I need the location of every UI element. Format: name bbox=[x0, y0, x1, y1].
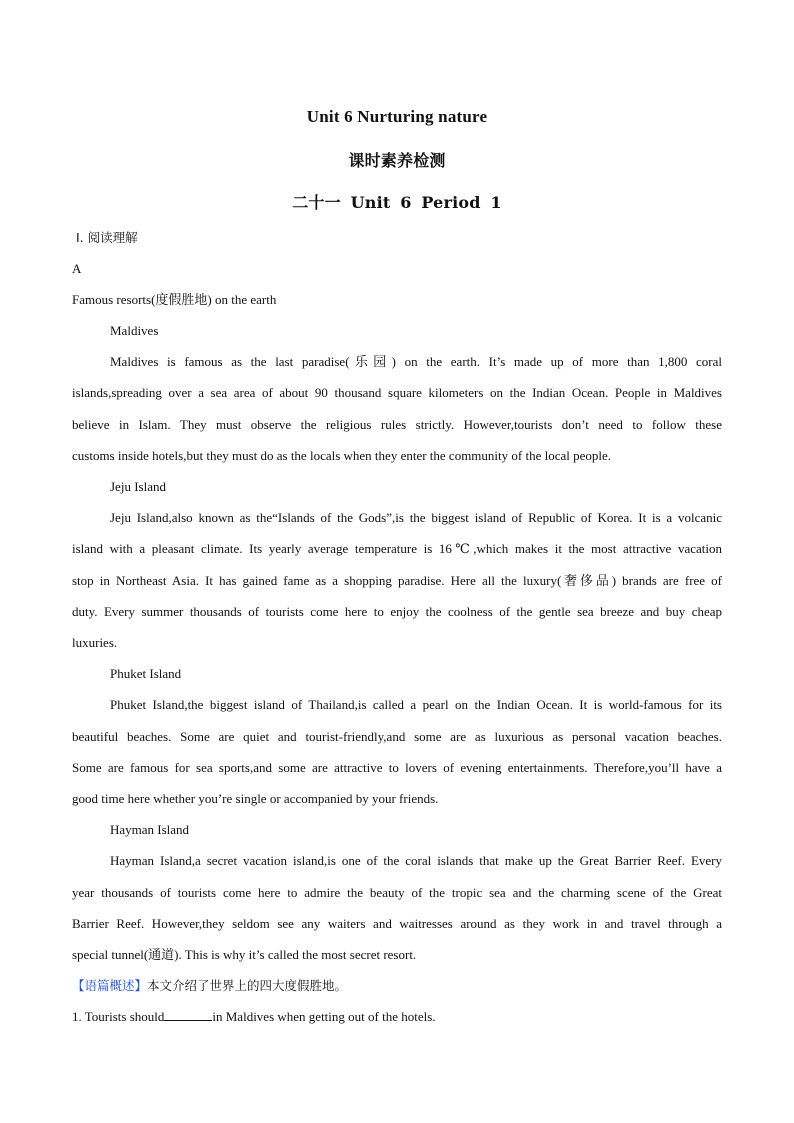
answer-blank[interactable] bbox=[164, 1009, 212, 1021]
paragraph-line: Barrier Reef. However,they seldom see any waiters and waitresses around as they work in and travel through a bbox=[72, 916, 722, 931]
paragraph-line: stop in Northeast Asia. It has gained fame as a shopping paradise. Here all the luxury(奢侈品) brands are free of bbox=[72, 573, 722, 588]
paragraph-line: Phuket Island,the biggest island of Thailand,is called a pearl on the Indian Ocean. It is world-famous for its bbox=[110, 697, 722, 712]
paragraph-line: customs inside hotels,but they must do as the locals when they enter the community of the local people. bbox=[72, 448, 612, 463]
paragraph-line: beautiful beaches. Some are quiet and tourist-friendly,and some are as luxurious as personal vacation beaches. bbox=[72, 729, 722, 744]
page-title: Unit 6 Nurturing nature bbox=[306, 107, 488, 126]
hayman-heading: Hayman Island bbox=[110, 822, 190, 837]
question-1-prefix: 1. Tourists should bbox=[72, 1009, 165, 1024]
part-label: Ⅰ. 阅读理解 bbox=[76, 230, 138, 245]
paragraph-line: Maldives is famous as the last paradise(乐园) on the earth. It’s made up of more than 1,800 coral bbox=[110, 354, 722, 369]
maldives-heading: Maldives bbox=[110, 323, 159, 338]
paragraph-line: islands,spreading over a sea area of about 90 thousand square kilometers on the Indian Ocean. People in Maldives bbox=[72, 385, 722, 400]
jeju-heading: Jeju Island bbox=[110, 479, 166, 494]
paragraph-line: believe in Islam. They must observe the religious rules strictly. However,tourists don’t need to follow these bbox=[72, 417, 722, 432]
summary bbox=[72, 978, 347, 994]
paragraph-line: duty. Every summer thousands of tourists come here to enjoy the coolness of the gentle sea breeze and buy cheap bbox=[72, 604, 722, 619]
question-1 bbox=[72, 1009, 436, 1025]
paragraph-line: Some are famous for sea sports,and some are attractive to lovers of evening entertainments. Therefore,you’ll have a bbox=[72, 760, 722, 775]
paragraph-line: Hayman Island,a secret vacation island,is one of the coral islands that make up the Great Barrier Reef. Every bbox=[110, 853, 722, 868]
paragraph-line: good time here whether you’re single or accompanied by your friends. bbox=[72, 791, 439, 806]
question-1-suffix: in Maldives when getting out of the hotels. bbox=[212, 1009, 436, 1024]
paragraph-line: year thousands of tourists come here to admire the beauty of the tropic sea and the charming scene of the Great bbox=[72, 885, 722, 900]
passage-letter: A bbox=[72, 261, 82, 276]
section-heading: 二十一 Unit 6 Period 1 bbox=[292, 193, 502, 212]
page-subtitle: 课时素养检测 bbox=[348, 151, 446, 170]
paragraph-line: special tunnel(通道). This is why it’s called the most secret resort. bbox=[72, 947, 417, 962]
paragraph-line: luxuries. bbox=[72, 635, 118, 650]
phuket-heading: Phuket Island bbox=[110, 666, 182, 681]
summary-label: 【语篇概述】 bbox=[72, 978, 148, 993]
passage-title: Famous resorts(度假胜地) on the earth bbox=[72, 292, 277, 307]
paragraph-line: island with a pleasant climate. Its yearly average temperature is 16℃,which makes it the most attractive vacation bbox=[72, 541, 722, 556]
paragraph-line: Jeju Island,also known as the“Islands of the Gods”,is the biggest island of Republic of Korea. It is a volcanic bbox=[110, 510, 722, 525]
summary-text: 本文介绍了世界上的四大度假胜地。 bbox=[147, 978, 348, 993]
